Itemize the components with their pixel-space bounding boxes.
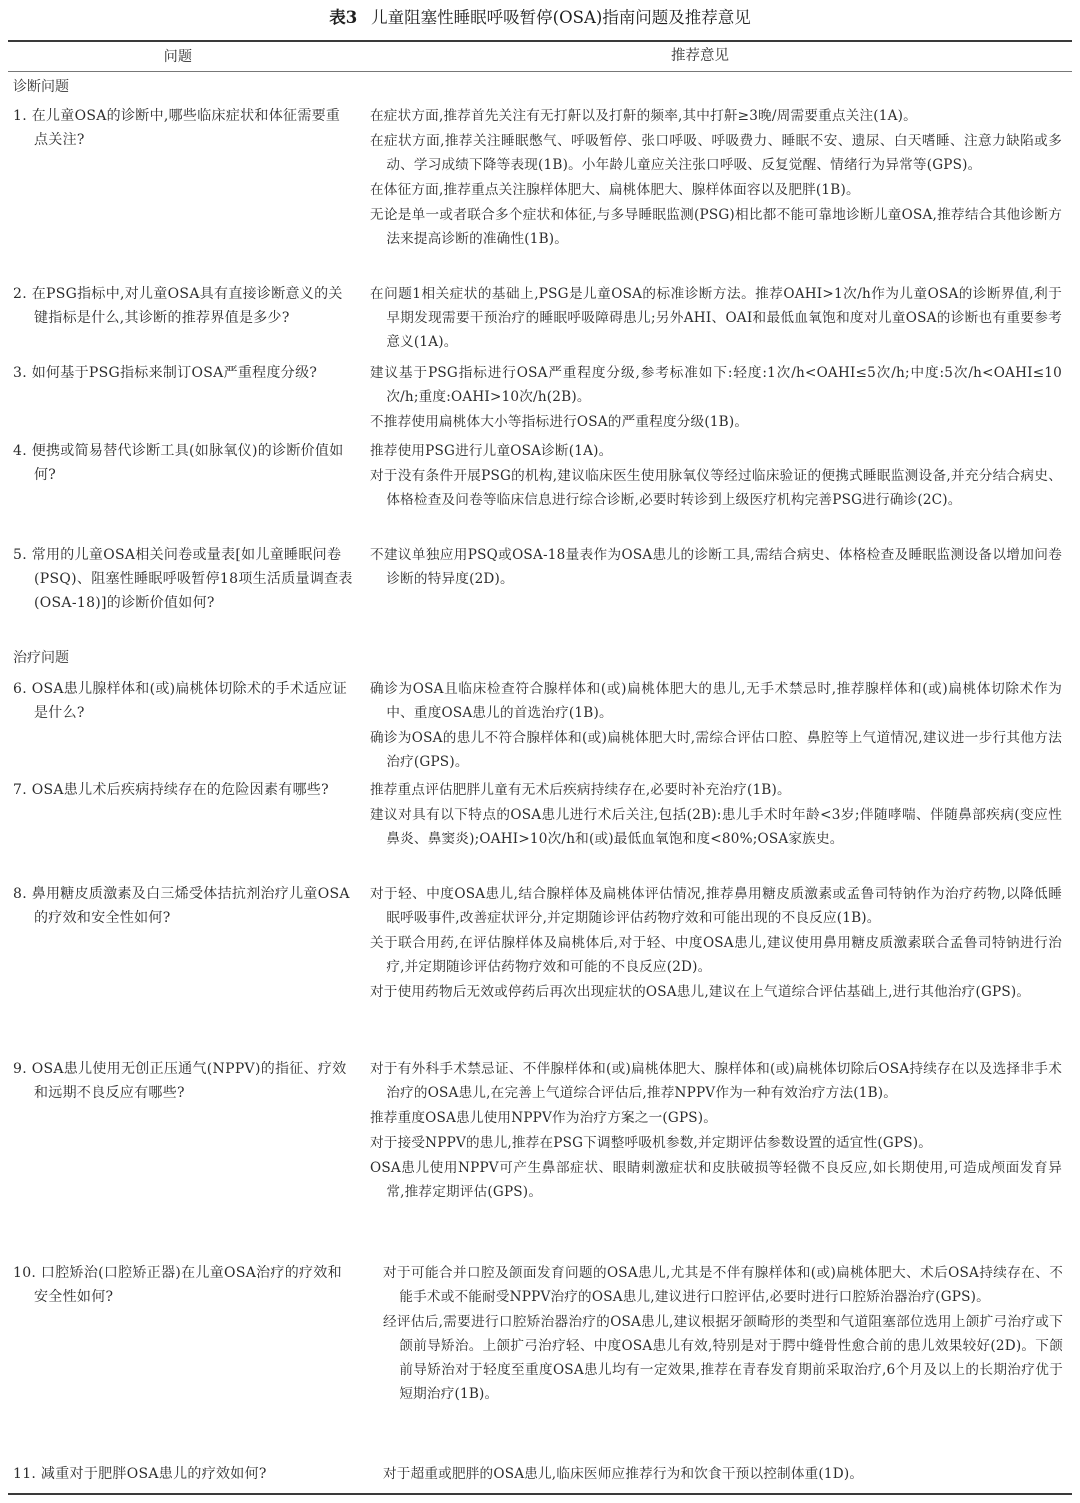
section-diagnosis: 诊断问题 xyxy=(13,79,69,95)
recommendation-3-1: 建议基于PSG指标进行OSA严重程度分级,参考标准如下:轻度:1次/h<OAHI≤5次/h;中度:5次/h<OAHI≤10次/h;重度:OAHI>10次/h(2B)。 xyxy=(370,365,1062,405)
question-9: 9. OSA患儿使用无创正压通气(NPPV)的指征、疗效和远期不良反应有哪些? xyxy=(13,1061,347,1101)
recommendation-9-2: 推荐重度OSA患儿使用NPPV作为治疗方案之一(GPS)。 xyxy=(370,1110,718,1126)
top-rule xyxy=(8,40,1072,42)
recommendation-5-1: 不建议单独应用PSQ或OSA-18量表作为OSA患儿的诊断工具,需结合病史、体格检查及睡眠监测设备以增加问卷诊断的特异度(2D)。 xyxy=(370,547,1062,587)
recommendation-1-4: 无论是单一或者联合多个症状和体征,与多导睡眠监测(PSG)相比都不能可靠地诊断儿童OSA,推荐结合其他诊断方法来提高诊断的准确性(1B)。 xyxy=(370,207,1062,247)
section-treatment: 治疗问题 xyxy=(13,650,69,666)
question-5: 5. 常用的儿童OSA相关问卷或量表[如儿童睡眠问卷(PSQ)、阻塞性睡眠呼吸暂停18项生活质量调查表(OSA-18)]的诊断价值如何? xyxy=(13,547,353,611)
recommendation-8-2: 关于联合用药,在评估腺样体及扁桃体后,对于轻、中度OSA患儿,建议使用鼻用糖皮质激素联合孟鲁司特钠进行治疗,并定期随诊评估药物疗效和可能的不良反应(2D)。 xyxy=(370,935,1062,975)
question-4: 4. 便携或简易替代诊断工具(如脉氧仪)的诊断价值如何? xyxy=(13,443,344,483)
recommendations-8 xyxy=(370,882,1062,1005)
recommendation-1-3: 在体征方面,推荐重点关注腺样体肥大、扁桃体肥大、腺样体面容以及肥胖(1B)。 xyxy=(370,182,860,198)
question-3: 3. 如何基于PSG指标来制订OSA严重程度分级? xyxy=(13,365,318,381)
recommendations-7 xyxy=(370,778,1062,852)
recommendations-2 xyxy=(370,282,1062,355)
recommendation-6-2: 确诊为OSA的患儿不符合腺样体和(或)扁桃体肥大时,需综合评估口腔、鼻腔等上气道情况,建议进一步行其他方法治疗(GPS)。 xyxy=(370,730,1062,770)
recommendation-4-1: 推荐使用PSG进行儿童OSA诊断(1A)。 xyxy=(370,443,613,459)
header-question: 问题 xyxy=(163,49,193,65)
bottom-rule xyxy=(8,1493,1072,1495)
recommendation-9-1: 对于有外科手术禁忌证、不伴腺样体和(或)扁桃体肥大、腺样体和(或)扁桃体切除后OSA持续存在以及选择非手术治疗的OSA患儿,在完善上气道综合评估后,推荐NPPV作为一种有效治疗方法(1B)。 xyxy=(370,1061,1062,1101)
question-8: 8. 鼻用糖皮质激素及白三烯受体拮抗剂治疗儿童OSA的疗效和安全性如何? xyxy=(13,886,350,926)
recommendations-3 xyxy=(370,361,1062,435)
table-caption xyxy=(0,6,1080,30)
recommendations-11 xyxy=(383,1462,1063,1487)
question-11: 11. 减重对于肥胖OSA患儿的疗效如何? xyxy=(13,1466,267,1482)
header-recommendation: 推荐意见 xyxy=(671,48,729,64)
recommendation-8-3: 对于使用药物后无效或停药后再次出现症状的OSA患儿,建议在上气道综合评估基础上,进行其他治疗(GPS)。 xyxy=(370,984,1031,1000)
question-10: 10. 口腔矫治(口腔矫正器)在儿童OSA治疗的疗效和安全性如何? xyxy=(13,1265,342,1305)
recommendation-9-4: OSA患儿使用NPPV可产生鼻部症状、眼睛刺激症状和皮肤破损等轻微不良反应,如长期使用,可造成颅面发育异常,推荐定期评估(GPS)。 xyxy=(370,1160,1062,1200)
recommendations-1 xyxy=(370,104,1062,252)
recommendation-10-2: 经评估后,需要进行口腔矫治器治疗的OSA患儿,建议根据牙颌畸形的类型和气道阻塞部位选用上颌扩弓治疗或下颌前导矫治。上颌扩弓治疗轻、中度OSA患儿有效,特别是对于腭中缝骨性愈合前的患儿效果较好(2D)。下颌前导矫治对于轻度至重度OSA患儿均有一定效果,推荐在青春发育期前采取治疗,6个月及以上的长期治疗优于短期治疗(1B)。 xyxy=(383,1314,1063,1402)
recommendations-6 xyxy=(370,677,1062,775)
table-label: 表3 xyxy=(329,8,358,27)
recommendations-9 xyxy=(370,1057,1062,1205)
recommendation-6-1: 确诊为OSA且临床检查符合腺样体和(或)扁桃体肥大的患儿,无手术禁忌时,推荐腺样体和(或)扁桃体切除术作为中、重度OSA患儿的首选治疗(1B)。 xyxy=(370,681,1062,721)
question-6: 6. OSA患儿腺样体和(或)扁桃体切除术的手术适应证是什么? xyxy=(13,681,348,721)
header-rule xyxy=(8,71,1072,72)
recommendation-8-1: 对于轻、中度OSA患儿,结合腺样体及扁桃体评估情况,推荐鼻用糖皮质激素或孟鲁司特钠作为治疗药物,以降低睡眠呼吸事件,改善症状评分,并定期随诊评估药物疗效和可能出现的不良反应(1B)。 xyxy=(370,886,1062,926)
recommendation-4-2: 对于没有条件开展PSG的机构,建议临床医生使用脉氧仪等经过临床验证的便携式睡眠监测设备,并充分结合病史、体格检查及问卷等临床信息进行综合诊断,必要时转诊到上级医疗机构完善PSG进行确诊(2C)。 xyxy=(370,468,1062,508)
recommendation-7-1: 推荐重点评估肥胖儿童有无术后疾病持续存在,必要时补充治疗(1B)。 xyxy=(370,782,791,798)
recommendation-1-1: 在症状方面,推荐首先关注有无打鼾以及打鼾的频率,其中打鼾≥3晚/周需要重点关注(1A)。 xyxy=(370,108,917,124)
question-2: 2. 在PSG指标中,对儿童OSA具有直接诊断意义的关键指标是什么,其诊断的推荐界值是多少? xyxy=(13,286,343,326)
recommendations-10 xyxy=(383,1261,1063,1407)
recommendation-2-1: 在问题1相关症状的基础上,PSG是儿童OSA的标准诊断方法。推荐OAHI>1次/h作为儿童OSA的诊断界值,利于早期发现需要干预治疗的睡眠呼吸障碍患儿;另外AHI、OAI和最低血氧饱和度对儿童OSA的诊断也有重要参考意义(1A)。 xyxy=(370,286,1062,350)
recommendation-1-2: 在症状方面,推荐关注睡眠憋气、呼吸暂停、张口呼吸、呼吸费力、睡眠不安、遗尿、白天嗜睡、注意力缺陷或多动、学习成绩下降等表现(1B)。小年龄儿童应关注张口呼吸、反复觉醒、情绪行为异常等(GPS)。 xyxy=(370,133,1062,173)
recommendation-10-1: 对于可能合并口腔及颌面发育问题的OSA患儿,尤其是不伴有腺样体和(或)扁桃体肥大、术后OSA持续存在、不能手术或不能耐受NPPV治疗的OSA患儿,建议进行口腔评估,必要时进行口腔矫治器治疗(GPS)。 xyxy=(383,1265,1063,1305)
recommendation-7-2: 建议对具有以下特点的OSA患儿进行术后关注,包括(2B):患儿手术时年龄<3岁;伴随哮喘、伴随鼻部疾病(变应性鼻炎、鼻窦炎);OAHI>10次/h和(或)最低血氧饱和度<80%;OSA家族史。 xyxy=(370,807,1062,847)
question-7: 7. OSA患儿术后疾病持续存在的危险因素有哪些? xyxy=(13,782,329,798)
question-1: 1. 在儿童OSA的诊断中,哪些临床症状和体征需要重点关注? xyxy=(13,108,341,148)
recommendations-5 xyxy=(370,543,1062,592)
recommendation-11-1: 对于超重或肥胖的OSA患儿,临床医师应推荐行为和饮食干预以控制体重(1D)。 xyxy=(383,1466,864,1482)
recommendation-9-3: 对于接受NPPV的患儿,推荐在PSG下调整呼吸机参数,并定期评估参数设置的适宜性(GPS)。 xyxy=(370,1135,933,1151)
recommendations-4 xyxy=(370,439,1062,513)
table-title: 儿童阻塞性睡眠呼吸暂停(OSA)指南问题及推荐意见 xyxy=(371,8,751,27)
recommendation-3-2: 不推荐使用扁桃体大小等指标进行OSA的严重程度分级(1B)。 xyxy=(370,414,749,430)
